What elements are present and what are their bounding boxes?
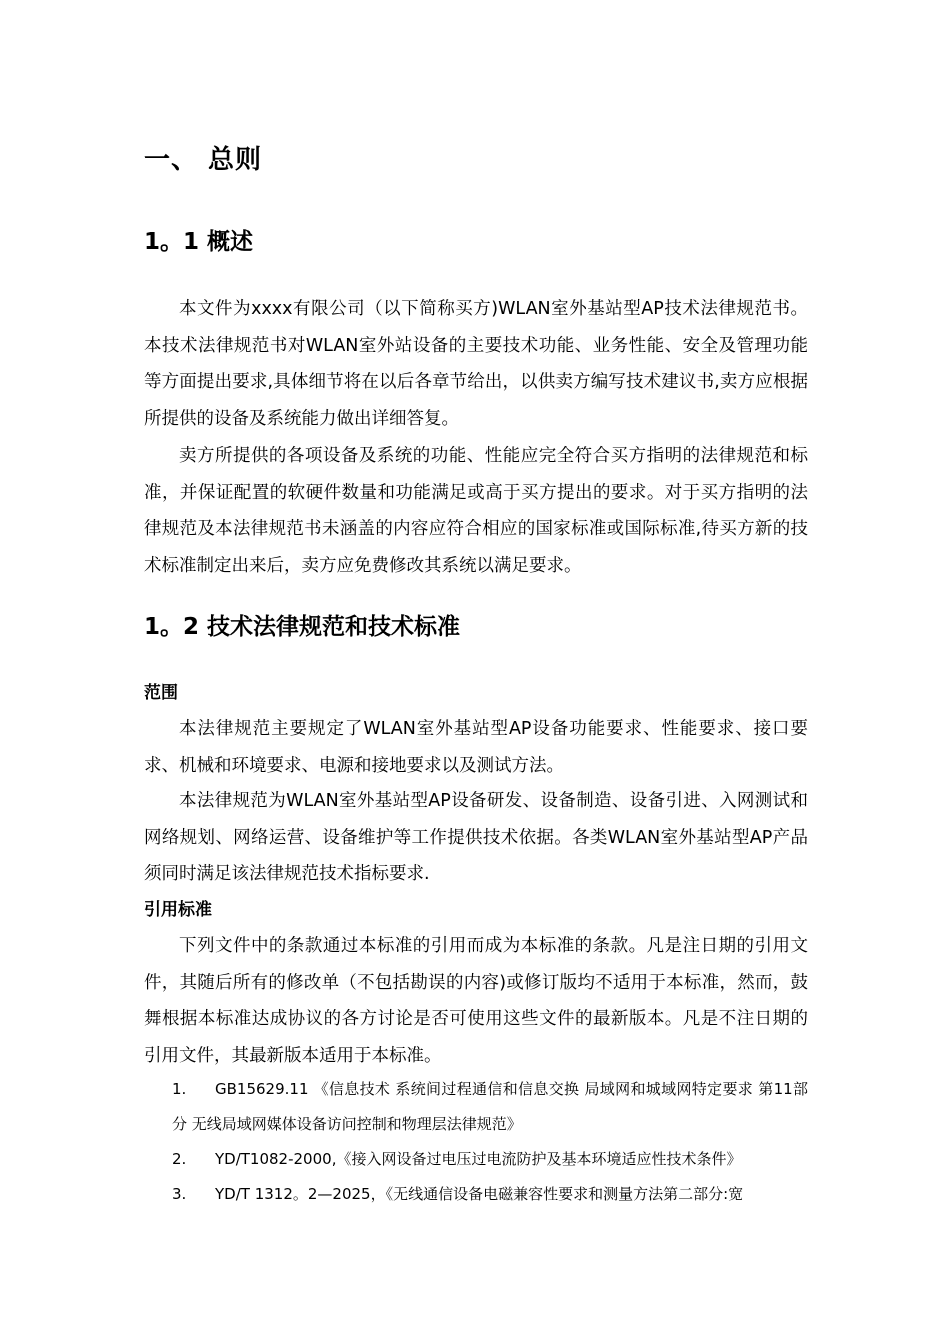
chapter-heading: 一、 总则 — [144, 145, 263, 175]
reference-text: GB15629.11 《信息技术 系统间过程通信和信息交换 局域网和城域网特定要求 第11部分 无线局域网媒体设备访问控制和物理层法律规范》 — [172, 1080, 808, 1133]
scope-heading: 范围 — [144, 683, 178, 703]
reference-text: YD/T 1312。2—2025，《无线通信设备电磁兼容性要求和测量方法第二部分:宽 — [215, 1185, 744, 1203]
references-intro: 下列文件中的条款通过本标准的引用而成为本标准的条款。凡是注日期的引用文件，其随后所有的修改单（不包括勘误的内容)或修订版均不适用于本标准，然而，鼓舞根据本标准达成协议的各方讨论是否可使用这些文件的最新版本。凡是不注日期的引用文件，其最新版本适用于本标准。 — [144, 936, 808, 1067]
reference-text: YD/T1082-2000,《接入网设备过电压过电流防护及基本环境适应性技术条件》 — [215, 1150, 742, 1168]
overview-paragraph-1: 本文件为xxxx有限公司（以下简称买方)WLAN室外基站型AP技术法律规范书。本技术法律规范书对WLAN室外站设备的主要技术功能、业务性能、安全及管理功能等方面提出要求,具体细节将在以后各章节给出，以供卖方编写技术建议书,卖方应根据所提供的设备及系统能力做出详细答复。 — [144, 299, 808, 430]
scope-paragraph-1: 本法律规范主要规定了WLAN室外基站型AP设备功能要求、性能要求、接口要求、机械和环境要求、电源和接地要求以及测试方法。 — [144, 719, 808, 776]
reference-number: 3. — [172, 1185, 187, 1203]
reference-item — [172, 1072, 808, 1142]
reference-item — [172, 1142, 808, 1177]
reference-number: 1. — [172, 1080, 187, 1098]
reference-item — [172, 1177, 808, 1212]
references-list — [172, 1072, 808, 1212]
references-heading: 引用标准 — [144, 900, 212, 920]
overview-paragraph-2: 卖方所提供的各项设备及系统的功能、性能应完全符合买方指明的法律规范和标准，并保证配置的软硬件数量和功能满足或高于买方提出的要求。对于买方指明的法律规范及本法律规范书未涵盖的内容应符合相应的国家标准或国际标准,待买方新的技术标准制定出来后，卖方应免费修改其系统以满足要求。 — [144, 446, 808, 577]
section-1-1-heading: 1。1 概述 — [144, 229, 254, 255]
reference-number: 2. — [172, 1150, 187, 1168]
scope-paragraph-2: 本法律规范为WLAN室外基站型AP设备研发、设备制造、设备引进、入网测试和网络规划、网络运营、设备维护等工作提供技术依据。各类WLAN室外基站型AP产品须同时满足该法律规范技术指标要求. — [144, 791, 808, 885]
section-1-2-heading: 1。2 技术法律规范和技术标准 — [144, 614, 461, 640]
